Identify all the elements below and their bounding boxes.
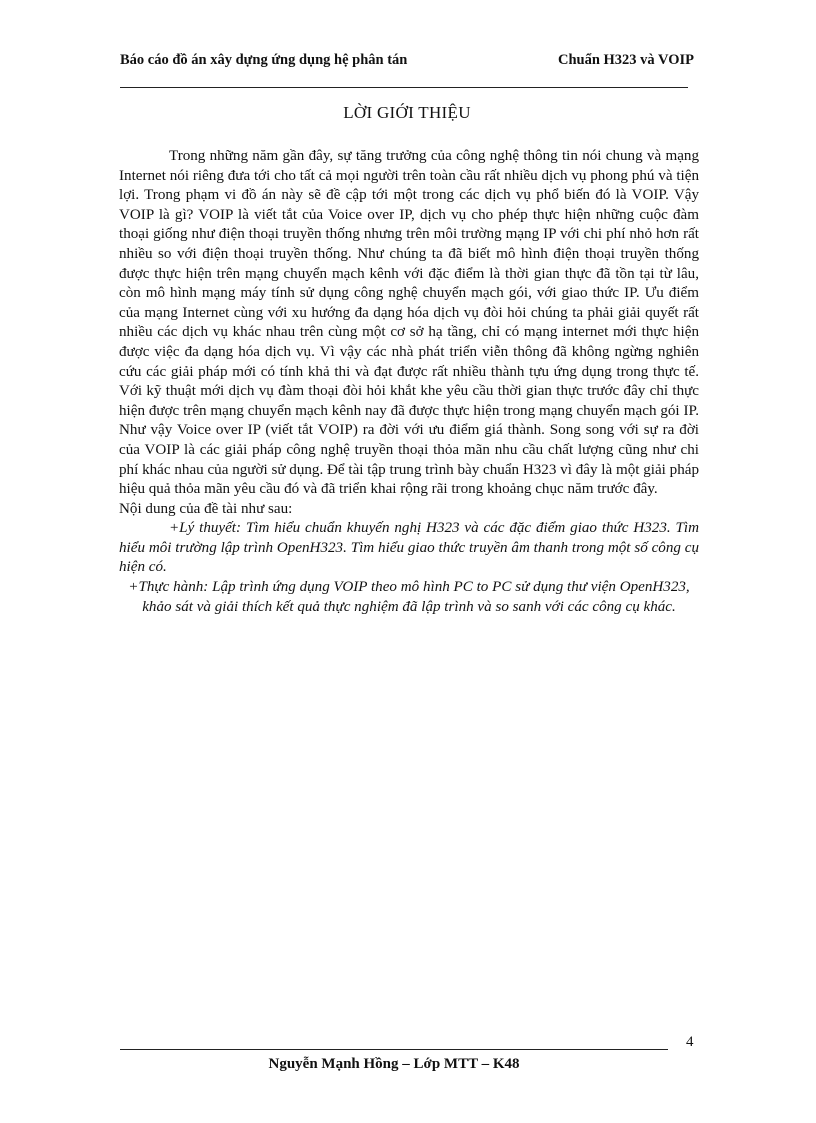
header-divider xyxy=(120,87,688,88)
page-number: 4 xyxy=(686,1034,694,1050)
body-text xyxy=(119,147,699,617)
theory-item: +Lý thuyết: Tìm hiểu chuẩn khuyến nghị H323 và các đặc điểm giao thức H323. Tìm hiểu môi trường lập trình OpenH323. Tìm hiểu giao thức truyền âm thanh trong một số công cụ hiện có. xyxy=(119,520,699,576)
content-intro-line: Nội dung của đề tài như sau: xyxy=(119,500,293,517)
practice-item: +Thực hành: Lập trình ứng dụng VOIP theo mô hình PC to PC sử dụng thư viện OpenH323, khảo sát và giải thích kết quả thực nghiệm đã lập trình và so sanh với các công cụ khác. xyxy=(128,579,690,615)
header-report-title: Báo cáo đồ án xây dựng ứng dụng hệ phân tán xyxy=(120,52,408,68)
header-topic-title: Chuẩn H323 và VOIP xyxy=(557,52,694,68)
page-footer: Nguyễn Mạnh Hồng – Lớp MTT – K48 xyxy=(268,1056,520,1072)
intro-paragraph: Trong những năm gần đây, sự tăng trưởng của công nghệ thông tin nói chung và mạng Internet nói riêng đưa tới cho tất cả mọi người trên toàn cầu rất nhiều dịch vụ phong phú và tiện lợi. Trong phạm vi đồ án này sẽ đề cập tới một trong các dịch vụ phổ biến đó là VOIP. Vậy VOIP là gì? VOIP là viết tắt của Voice over IP, dịch vụ cho phép thực hiện những cuộc đàm thoại giống như điện thoại truyền thống nhưng trên môi trường mạng IP với chi phí nhỏ hơn rất nhiều so với điện thoại truyền thống. Như chúng ta đã biết mô hình điện thoại truyền thống được thực hiện trên mạng chuyển mạch kênh với đặc điểm là thời gian thực đã tồn tại từ lâu, còn mô hình mạng máy tính sử dụng công nghệ chuyển mạch gói, với giao thức IP. Ưu điểm của mạng Internet cùng với xu hướng đa dạng hóa dịch vụ đòi hỏi chúng ta phải giải quyết rất nhiều các dịch vụ khác nhau trên cùng một cơ sở hạ tầng, chỉ có mạng internet mới thực hiện được việc đa dạng hóa dịch vụ. Vì vậy các nhà phát triển viễn thông đã không ngừng nghiên cứu các giải pháp mới có tính khả thi và đạt được rất nhiều thành tựu ứng dụng trong thực tế. Với kỹ thuật mới dịch vụ đàm thoại đòi hỏi khắt khe yêu cầu thời gian thực trước đây chỉ thực hiện được trên mạng chuyển mạch kênh nay đã được thực hiện trong mạng chuyển mạch gói IP. Như vậy Voice over IP (viết tắt VOIP) ra đời với ưu điểm giá thành. Song song với sự ra đời của VOIP là các giải pháp công nghệ truyền thoại thỏa mãn nhu cầu chất lượng cũng như chi phí khác nhau của người sử dụng. Để tài tập trung trình bày chuẩn H323 vì đây là một giải pháp hiệu quả thỏa mãn yêu cầu đó và đã triển khai rộng rãi trong khoảng chục năm trước đây. xyxy=(119,148,699,498)
page-header xyxy=(120,52,694,72)
section-title: LỜI GIỚI THIỆU xyxy=(343,103,471,122)
footer-divider xyxy=(120,1049,668,1050)
